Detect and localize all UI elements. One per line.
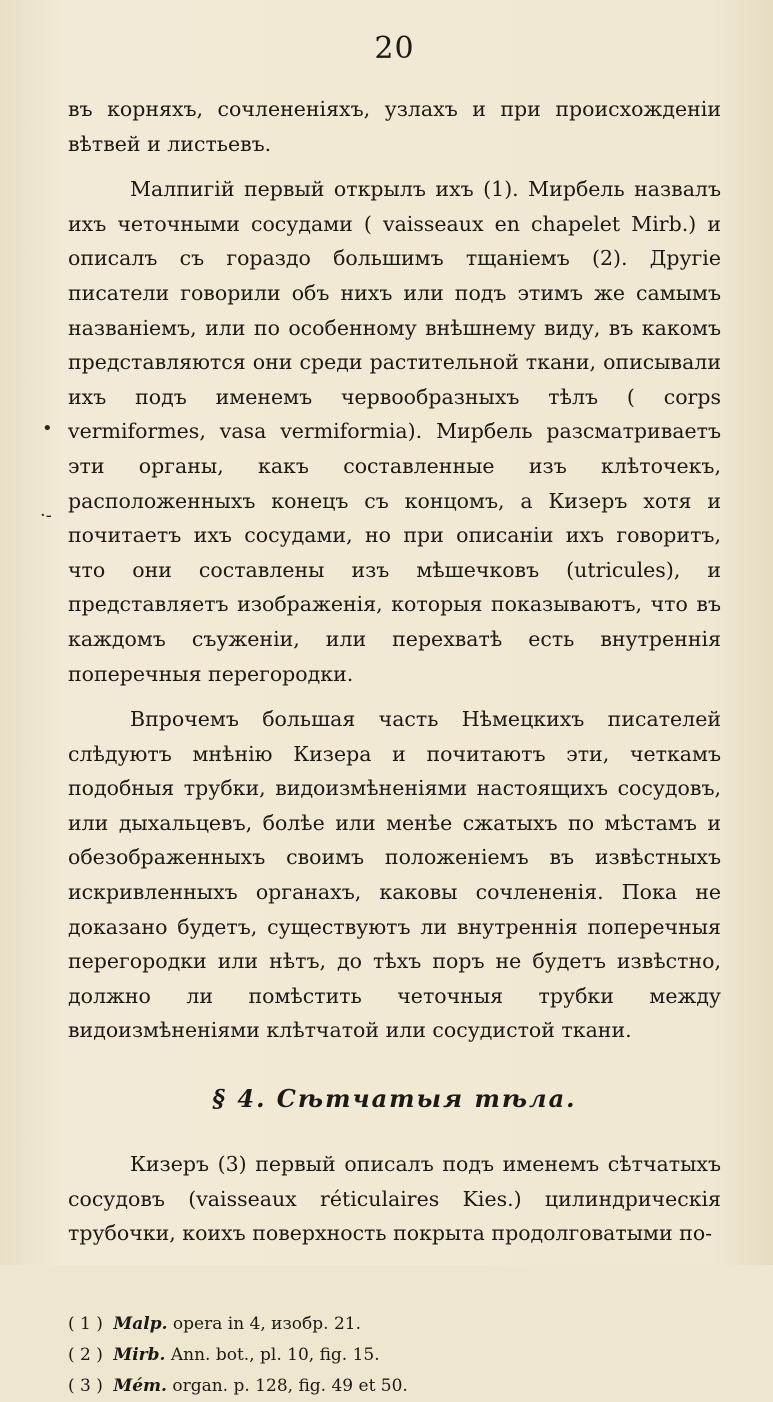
margin-dot-mark: •: [42, 418, 53, 439]
footnote-2: [68, 1340, 721, 1371]
footnote-mark: ( 3 ): [68, 1375, 103, 1396]
footnote-1: [68, 1309, 721, 1340]
footnote-source: Mém.: [113, 1375, 167, 1396]
footnote-mark: ( 2 ): [68, 1344, 103, 1365]
paragraph-malpighi: Малпигій первый открылъ ихъ (1). Мирбель назвалъ ихъ четочными сосудами ( vaisseaux en chapelet Mirb.) и описалъ съ гораздо большимъ тщаніемъ (2). Другіе писатели говорили объ нихъ или подъ этимъ же самымъ названіемъ, или по особенному внѣшнему виду, въ какомъ представляются они среди растительной ткани, описывали ихъ подъ именемъ червообразныхъ тѣлъ ( corps vermiformes, vasa vermiformia). Мирбель разсматриваетъ эти органы, какъ составленные изъ клѣточекъ, расположенныхъ конецъ съ концомъ, а Кизеръ хотя и почитаетъ ихъ сосудами, но при описаніи ихъ говоритъ, что они составлены изъ мѣшечковъ (utricules), и представляетъ изображенія, которыя показываютъ, что въ каждомъ съуженіи, или перехватѣ есть внутреннія поперечныя перегородки.: [68, 177, 721, 686]
footnote-source: Malp.: [113, 1313, 168, 1334]
paragraph-kieser: Кизеръ (3) первый описалъ подъ именемъ сѣтчатыхъ сосудовъ (vaisseaux réticulaires Kies.) цилиндрическія трубочки, коихъ поверхность покрыта продолговатыми по-: [68, 1152, 721, 1246]
paragraph-german-writers: Впрочемъ большая часть Нѣмецкихъ писателей слѣдуютъ мнѣнію Кизера и почитаютъ эти, четкамъ подобныя трубки, видоизмѣненіями настоящихъ сосудовъ, или дыхальцевъ, болѣе или менѣе сжатыхъ по мѣстамъ и обезображенныхъ своимъ положеніемъ въ извѣстныхъ искривленныхъ органахъ, каковы сочлененія. Пока не доказано будетъ, существуютъ ли внутреннія поперечныя перегородки или нѣтъ, до тѣхъ поръ не будетъ извѣстно, должно ли помѣстить четочныя трубки между видоизмѣненіями клѣтчатой или сосудистой ткани.: [68, 707, 721, 1043]
paragraph-continuation: въ корняхъ, сочлененіяхъ, узлахъ и при происхожденіи вѣтвей и листьевъ.: [68, 97, 721, 156]
page-number: 20: [374, 31, 415, 66]
section-heading: § 4. Сѣтчатыя тѣла.: [212, 1084, 577, 1114]
footnote-3: [68, 1371, 721, 1402]
footnotes: [68, 1309, 721, 1402]
footnote-text: Ann. bot., pl. 10, fig. 15.: [170, 1344, 380, 1365]
margin-dash-mark: ·-: [40, 505, 52, 526]
footnote-text: opera in 4, изобр. 21.: [172, 1313, 361, 1334]
footnote-mark: ( 1 ): [68, 1313, 103, 1334]
footnote-source: Mirb.: [113, 1344, 166, 1365]
footnote-text: organ. p. 128, fig. 49 et 50.: [172, 1375, 408, 1396]
